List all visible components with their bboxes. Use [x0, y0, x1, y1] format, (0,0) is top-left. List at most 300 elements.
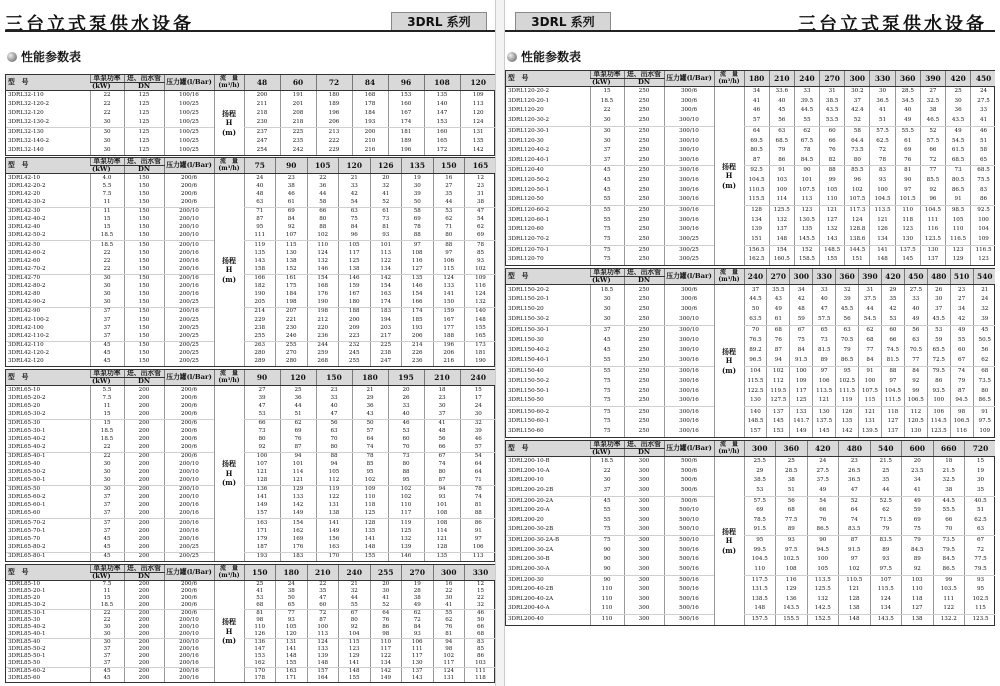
tank-cell: 300/6 — [664, 107, 714, 116]
head-value: 61 — [276, 199, 308, 208]
head-value: 70.5 — [904, 346, 927, 356]
tank-cell: 200/10 — [164, 469, 214, 477]
tank-cell: 200/6 — [164, 581, 214, 589]
head-value: 145 — [813, 427, 836, 437]
head-value: 87 — [767, 346, 790, 356]
tank-cell: 200/10 — [164, 486, 214, 495]
head-value: 47 — [316, 410, 352, 419]
pipe-cell: 150 — [124, 249, 164, 257]
head-value: 104.5 — [744, 555, 776, 564]
tank-cell: 500/16 — [664, 604, 714, 614]
model-cell: 3DRL150-60 — [508, 428, 544, 435]
head-value: 46.5 — [920, 116, 945, 126]
head-value: 91 — [769, 166, 794, 176]
head-value: 156.5 — [744, 245, 769, 255]
head-value: 70 — [744, 325, 767, 336]
head-value: 69.5 — [744, 137, 769, 146]
table-row — [506, 336, 995, 346]
head-value: 133 — [307, 646, 339, 653]
head-value: 50 — [465, 617, 496, 624]
head-value: 45.5 — [927, 315, 950, 326]
flow-value: 180 — [744, 71, 769, 87]
table-row — [506, 225, 995, 234]
head-value: 128 — [744, 205, 769, 215]
flow-value: 96 — [388, 75, 424, 91]
pipe-cell: 150 — [124, 299, 164, 308]
head-value: 45 — [769, 107, 794, 116]
flow-value: 330 — [813, 269, 836, 285]
head-value: 87 — [307, 617, 339, 624]
head-value: 180 — [316, 91, 352, 101]
head-value: 30 — [965, 476, 996, 485]
col-header-flow: 流 量 (m³/h) — [214, 158, 244, 174]
head-value: 91 — [973, 407, 995, 418]
head-value: 80 — [845, 156, 870, 166]
pipe-cell: 200 — [124, 660, 164, 668]
head-value: 135 — [836, 417, 859, 427]
power-cell: 30 — [590, 295, 624, 305]
flow-value: 300 — [433, 565, 465, 581]
head-value: 226 — [402, 350, 434, 358]
col-header-power-unit: (kW) — [590, 79, 624, 87]
head-value: 166 — [244, 274, 276, 283]
head-value: 101 — [370, 241, 402, 250]
head-value: 58 — [971, 146, 995, 155]
head-value: 92.5 — [971, 205, 995, 215]
head-value: 180 — [339, 299, 371, 308]
head-value: 111 — [920, 216, 945, 225]
head-value: 56 — [904, 325, 927, 336]
head-value: 118 — [352, 502, 388, 510]
tank-cell: 500/16 — [664, 595, 714, 604]
head-value: 148 — [352, 543, 388, 552]
head-value: 154 — [769, 245, 794, 255]
flow-value: 72 — [316, 75, 352, 91]
head-label: 扬程 H (m) — [214, 174, 244, 366]
head-value: 73 — [370, 216, 402, 224]
model-cell: 3DRL65-10 — [8, 386, 41, 393]
power-cell: 4.0 — [90, 174, 124, 183]
head-value: 268 — [307, 358, 339, 366]
head-value: 148 — [870, 255, 895, 265]
head-value: 57 — [460, 444, 495, 453]
head-value: 191 — [280, 91, 316, 101]
flow-value: 195 — [388, 370, 424, 386]
model-cell: 3DRL85-40-1 — [6, 631, 90, 639]
head-value: 179 — [244, 536, 280, 544]
head-value: 93 — [870, 555, 902, 564]
table-row — [6, 199, 495, 208]
power-cell: 75 — [590, 225, 624, 234]
head-value: 19 — [402, 581, 434, 589]
table-row — [506, 205, 995, 215]
head-value: 141 — [244, 494, 280, 502]
power-cell: 45 — [90, 536, 124, 544]
head-value: 30 — [946, 97, 971, 106]
head-label: 扬程 H (m) — [714, 457, 744, 625]
head-value: 49 — [950, 325, 973, 336]
table-row — [6, 502, 495, 510]
flow-value: 135 — [402, 158, 434, 174]
head-value: 155 — [465, 324, 496, 332]
head-value: 108 — [424, 519, 460, 528]
head-value: 132 — [307, 257, 339, 265]
head-value: 25 — [244, 581, 276, 589]
head-value: 225 — [280, 128, 316, 138]
head-value: 25 — [870, 467, 902, 476]
head-value: 125 — [388, 528, 424, 536]
tank-cell: 200/25 — [164, 552, 214, 561]
tank-cell: 500/6 — [664, 486, 714, 496]
pipe-cell: 125 — [124, 118, 164, 128]
head-value: 109 — [465, 274, 496, 283]
tank-cell: 300/16 — [664, 396, 714, 407]
table-row — [506, 555, 995, 564]
table-row — [6, 232, 495, 241]
model-cell: 3DRL120-50-2 — [508, 177, 550, 184]
flow-value: 180 — [352, 370, 388, 386]
head-value: 165 — [465, 332, 496, 341]
head-value: 125.5 — [807, 585, 839, 594]
model-cell: 3DRL85-50 — [6, 660, 90, 668]
table-row — [506, 407, 995, 418]
head-value: 88 — [460, 510, 495, 519]
head-value: 66 — [307, 207, 339, 216]
power-cell: 22 — [90, 617, 124, 624]
power-cell: 37 — [90, 528, 124, 536]
model-cell: 3DRL120-20-1 — [508, 98, 550, 104]
head-value: 89 — [902, 555, 934, 564]
head-value: 97.5 — [776, 546, 808, 555]
head-value: 124 — [460, 118, 495, 128]
head-value: 105 — [316, 469, 352, 477]
head-value: 58 — [307, 199, 339, 208]
head-value: 95 — [388, 477, 424, 486]
head-value: 86 — [971, 195, 995, 205]
head-value: 26 — [388, 394, 424, 402]
head-value: 184 — [276, 291, 308, 299]
tank-cell: 300/16 — [664, 427, 714, 437]
table-row — [6, 543, 495, 552]
head-value: 131.5 — [744, 585, 776, 594]
tank-cell: 200/16 — [164, 675, 214, 682]
col-header-power: 单泵功率 — [590, 441, 624, 449]
head-value: 80 — [339, 617, 371, 624]
head-value: 121 — [859, 407, 882, 418]
head-value: 157.5 — [744, 615, 776, 626]
power-cell: 75 — [590, 427, 624, 437]
tank-cell: 500/6 — [664, 457, 714, 467]
pipe-cell: 250 — [624, 366, 664, 377]
power-cell: 37 — [90, 324, 124, 332]
pipe-cell: 200 — [124, 428, 164, 436]
table-row — [506, 546, 995, 555]
power-cell: 75 — [590, 525, 624, 535]
head-value: 280 — [276, 358, 308, 366]
model-cell: 3DRL42-10 — [8, 174, 41, 181]
col-header-model: 型 号 — [6, 370, 90, 386]
head-value: 30 — [460, 410, 495, 419]
power-cell: 30 — [90, 283, 124, 291]
model-cell: 3DRL32-140 — [8, 146, 44, 153]
head-value: 94 — [767, 356, 790, 367]
head-value: 100 — [244, 452, 280, 461]
section-heading — [7, 48, 81, 65]
pipe-cell: 250 — [624, 205, 664, 215]
head-value: 92.5 — [744, 166, 769, 176]
head-value: 38 — [920, 107, 945, 116]
col-header-flow: 流 量 (m³/h) — [714, 441, 744, 457]
power-cell: 11 — [90, 199, 124, 208]
tank-cell: 100/25 — [164, 100, 214, 109]
model-cell: 3DRL200-10-B — [508, 458, 550, 465]
head-value: 102 — [839, 565, 871, 575]
power-cell: 30 — [90, 477, 124, 486]
head-value: 148.5 — [744, 417, 767, 427]
power-cell: 15 — [590, 87, 624, 97]
table-row — [6, 631, 495, 639]
head-value: 210 — [352, 137, 388, 146]
model-cell: 3DRL150-50-2 — [508, 377, 550, 384]
head-value: 62.5 — [965, 516, 996, 525]
head-value: 67 — [339, 610, 371, 618]
page-gutter — [495, 0, 505, 686]
head-value: 30 — [370, 588, 402, 595]
power-cell: 30 — [90, 128, 124, 138]
head-value: 110 — [820, 195, 845, 205]
col-header-pipe-unit: DN — [124, 83, 164, 91]
head-value: 36 — [946, 107, 971, 116]
pipe-cell: 200 — [124, 552, 164, 561]
head-value: 159 — [339, 283, 371, 291]
pipe-cell: 250 — [624, 386, 664, 396]
head-value: 102 — [767, 366, 790, 377]
pipe-cell: 250 — [624, 417, 664, 427]
head-value: 95 — [965, 585, 996, 594]
tank-cell: 300/10 — [664, 146, 714, 155]
head-value: 130 — [920, 245, 945, 255]
pipe-cell: 150 — [124, 350, 164, 358]
head-value: 37.5 — [859, 295, 882, 305]
head-value: 124 — [433, 274, 465, 283]
head-value: 111 — [402, 646, 434, 653]
power-cell: 30 — [90, 137, 124, 146]
head-value: 112 — [767, 377, 790, 387]
head-value: 17 — [460, 394, 495, 402]
head-value: 93 — [402, 631, 434, 639]
table-row — [6, 350, 495, 358]
table-row — [506, 126, 995, 136]
head-value: 104.5 — [881, 386, 904, 396]
head-value: 49 — [946, 126, 971, 136]
col-header-flow: 流 量 (m³/h) — [714, 71, 744, 87]
tank-cell: 200/10 — [164, 477, 214, 486]
head-value: 38.5 — [744, 476, 776, 485]
model-cell: 3DRL200-10-A — [508, 467, 550, 474]
head-value: 73 — [388, 452, 424, 461]
model-cell: 3DRL65-30-2 — [6, 410, 90, 419]
head-value: 97 — [881, 377, 904, 387]
model-cell: 3DRL150-50-1 — [508, 387, 550, 394]
tank-cell: 200/16 — [164, 660, 214, 668]
head-value: 52.5 — [870, 496, 902, 506]
power-cell: 30 — [590, 315, 624, 326]
head-value: 66 — [244, 419, 280, 428]
pipe-cell: 200 — [124, 410, 164, 419]
head-value: 46 — [971, 126, 995, 136]
pipe-cell: 250 — [624, 156, 664, 166]
head-value: 24 — [460, 402, 495, 410]
power-cell: 110 — [590, 595, 624, 604]
head-value: 74 — [424, 461, 460, 469]
pipe-cell: 300 — [624, 565, 664, 575]
model-cell: 3DRL120-50 — [506, 195, 590, 205]
table-row — [6, 174, 495, 183]
head-value: 37 — [744, 285, 767, 296]
head-value: 27.5 — [904, 285, 927, 296]
head-value: 76 — [820, 146, 845, 155]
head-value: 21.5 — [933, 467, 965, 476]
pipe-cell: 250 — [624, 216, 664, 225]
head-value: 101.5 — [895, 195, 920, 205]
head-value: 55.5 — [933, 506, 965, 515]
head-value: 140 — [424, 100, 460, 109]
head-label: 扬程 H (m) — [714, 87, 744, 265]
head-value: 61.5 — [946, 146, 971, 155]
head-value: 137 — [920, 255, 945, 265]
head-value: 67 — [965, 536, 996, 546]
table-row — [506, 396, 995, 407]
head-value: 110 — [352, 494, 388, 502]
model-cell: 3DRL120-40 — [508, 167, 544, 174]
head-value: 67 — [424, 452, 460, 461]
head-value: 189 — [388, 137, 424, 146]
power-cell: 55 — [590, 195, 624, 205]
tank-cell: 300/16 — [664, 195, 714, 205]
head-value: 91 — [946, 195, 971, 205]
head-value: 155 — [352, 552, 388, 561]
head-value: 62 — [973, 356, 995, 367]
pipe-cell: 250 — [624, 195, 664, 205]
head-value: 116 — [465, 283, 496, 291]
head-value: 46 — [276, 190, 308, 198]
power-cell: 75 — [590, 407, 624, 418]
power-cell: 22 — [90, 257, 124, 265]
head-value: 187 — [244, 543, 280, 552]
head-value: 85 — [352, 461, 388, 469]
col-header-pipe: 进、出水管 — [124, 565, 164, 573]
tank-cell: 100/25 — [164, 128, 214, 138]
head-value: 115 — [276, 241, 308, 250]
head-value: 34 — [902, 476, 934, 485]
head-value: 118 — [881, 407, 904, 418]
head-value: 55 — [339, 602, 371, 610]
pipe-cell: 200 — [124, 469, 164, 477]
head-value: 122.5 — [744, 386, 767, 396]
head-value: 42 — [950, 315, 973, 326]
tank-cell: 500/6 — [664, 467, 714, 476]
head-value: 229 — [316, 146, 352, 155]
head-value: 78 — [794, 146, 819, 155]
head-value: 216 — [433, 358, 465, 366]
head-value: 123 — [946, 245, 971, 255]
flow-value: 360 — [895, 71, 920, 87]
head-value: 123 — [794, 205, 819, 215]
head-value: 118 — [902, 595, 934, 604]
head-value: 62 — [794, 126, 819, 136]
head-value: 162 — [280, 528, 316, 536]
head-value: 33 — [813, 285, 836, 296]
head-value: 62 — [465, 224, 496, 232]
tank-cell: 200/25 — [164, 316, 214, 324]
head-value: 100 — [927, 396, 950, 407]
head-value: 144.5 — [845, 245, 870, 255]
power-cell: 30 — [90, 146, 124, 155]
model-cell: 3DRL32-130-2 — [6, 118, 90, 128]
pipe-cell: 150 — [124, 358, 164, 366]
head-value: 109 — [973, 427, 995, 437]
head-value: 91.5 — [839, 546, 871, 555]
head-value: 198 — [276, 299, 308, 308]
head-value: 56 — [776, 496, 808, 506]
flow-value: 450 — [904, 269, 927, 285]
head-value: 40 — [316, 402, 352, 410]
head-value: 135 — [244, 249, 276, 257]
table-row — [506, 325, 995, 336]
head-value: 68 — [244, 602, 276, 610]
head-value: 27 — [433, 182, 465, 190]
head-value: 64 — [460, 469, 495, 477]
head-value: 47 — [839, 486, 871, 496]
model-cell: 3DRL65-50 — [8, 486, 41, 493]
head-value: 164 — [307, 675, 339, 682]
head-value: 107 — [244, 461, 280, 469]
pipe-cell: 200 — [124, 543, 164, 552]
head-value: 72 — [870, 146, 895, 155]
head-value: 46 — [744, 107, 769, 116]
power-cell: 22 — [90, 444, 124, 453]
tank-cell: 300/16 — [664, 205, 714, 215]
head-value: 190 — [244, 291, 276, 299]
tank-cell: 300/10 — [664, 336, 714, 346]
power-cell: 45 — [90, 667, 124, 675]
head-value: 77.5 — [965, 555, 996, 564]
head-value: 45.5 — [836, 305, 859, 315]
tank-cell: 200/6 — [164, 174, 214, 183]
pipe-cell: 250 — [624, 255, 664, 265]
head-value: 145 — [895, 255, 920, 265]
head-value: 135 — [424, 91, 460, 101]
head-value: 84 — [276, 216, 308, 224]
head-value: 98 — [370, 631, 402, 639]
pipe-cell: 250 — [624, 396, 664, 407]
table-row — [506, 305, 995, 315]
power-cell: 7.5 — [90, 190, 124, 198]
power-cell: 45 — [590, 176, 624, 185]
head-value: 259 — [307, 350, 339, 358]
head-value: 99.5 — [744, 546, 776, 555]
tank-cell: 200/16 — [164, 667, 214, 675]
head-value: 28.5 — [776, 467, 808, 476]
head-value: 44 — [280, 402, 316, 410]
power-cell: 55 — [590, 356, 624, 367]
head-value: 155 — [339, 675, 371, 682]
power-cell: 75 — [590, 245, 624, 255]
head-value: 63 — [836, 325, 859, 336]
head-value: 163 — [244, 519, 280, 528]
param-table — [506, 71, 995, 265]
head-value: 131 — [859, 417, 882, 427]
